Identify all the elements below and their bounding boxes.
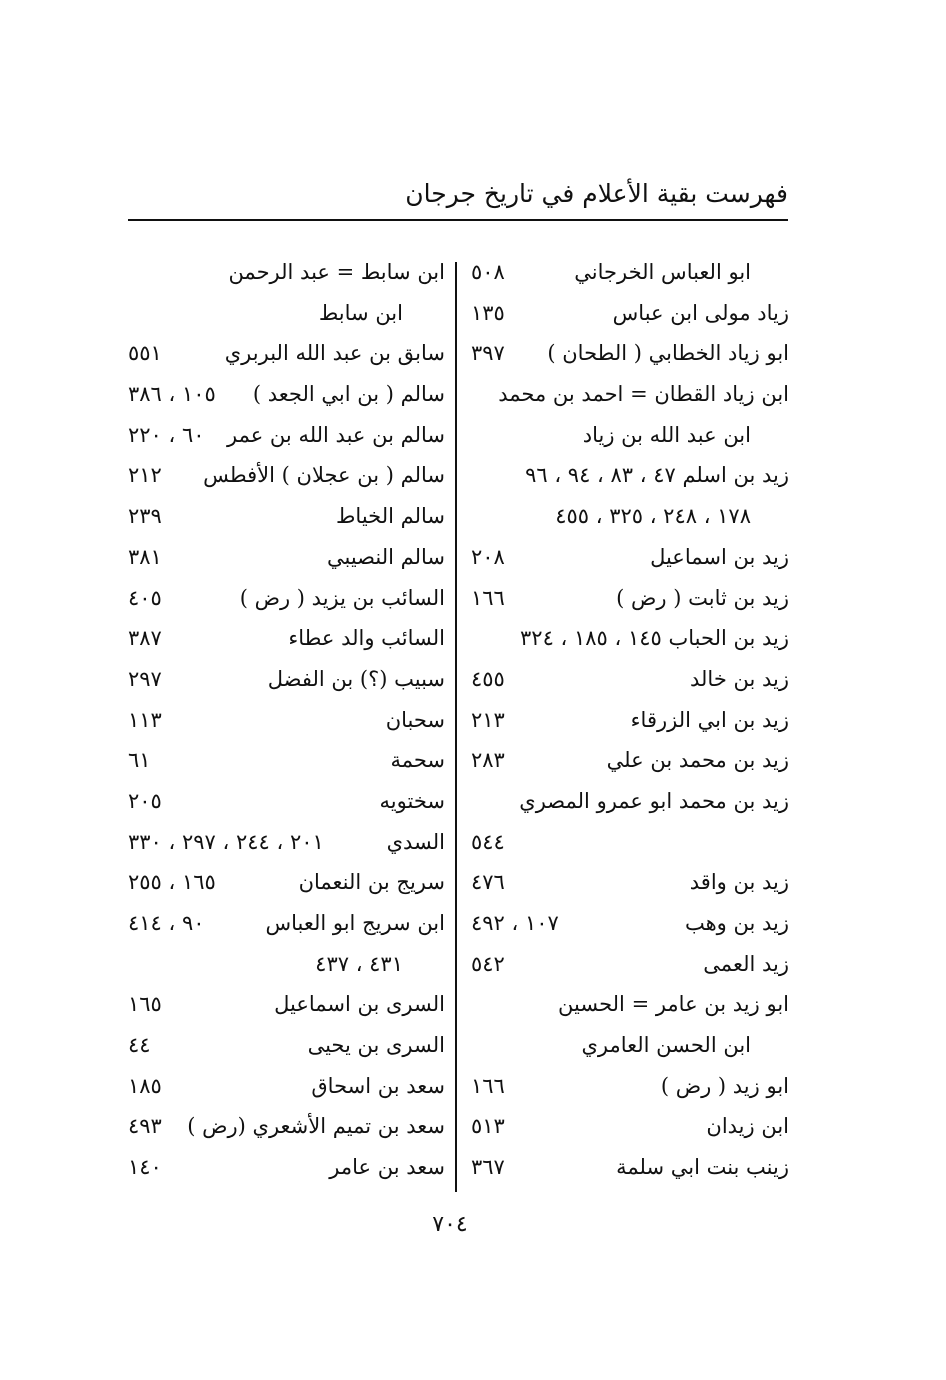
entry-pages: ٤٤: [128, 1033, 151, 1058]
entry-pages: ١٦٥: [128, 992, 162, 1017]
entry-pages: ١١٣: [128, 707, 162, 732]
entry-name: السدي: [386, 829, 445, 854]
entry-name: سختويه: [379, 788, 445, 813]
index-entry: [124, 862, 449, 903]
page-number: ٧٠٤: [432, 1212, 468, 1237]
entry-name: زيد بن ابي الزرقاء: [630, 707, 789, 732]
index-entry: [124, 455, 449, 496]
index-entry: [124, 374, 449, 415]
entry-name: زيد العمى: [703, 951, 789, 976]
entry-name: زيد بن اسماعيل: [650, 544, 789, 569]
entry-pages: ٥١٣: [471, 1114, 505, 1139]
index-entry: [124, 1106, 449, 1147]
entry-name: ابو زيد ( رض ): [660, 1073, 789, 1098]
entry-name: ابو زياد الخطابي ( الطحان ): [547, 341, 789, 366]
entry-name: سحمة: [390, 748, 445, 773]
index-entry: [124, 1147, 449, 1188]
index-entry: [463, 1106, 793, 1147]
entry-name: سالم النصيبي: [326, 544, 445, 569]
index-entry: [463, 374, 793, 415]
entry-pages: ٥٥١: [128, 341, 162, 366]
entry-pages: ٢١٢: [128, 463, 162, 488]
entry-name: سريج بن النعمان: [298, 870, 445, 895]
entry-pages: ٤٩٣: [128, 1114, 162, 1139]
entry-name: سالم ( بن ابي الجعد ): [252, 382, 445, 407]
index-entry: [463, 1025, 793, 1066]
index-entry: [124, 578, 449, 619]
entry-name: زيد بن اسلم ٤٧ ، ٨٣ ، ٩٤ ، ٩٦: [525, 463, 789, 488]
entry-name: زيد بن وهب: [684, 911, 789, 935]
entry-name: السرى بن اسماعيل: [274, 992, 445, 1017]
index-entry: [463, 415, 793, 456]
index-entry: [124, 1025, 449, 1066]
entry-name: سعد بن عامر: [329, 1155, 445, 1180]
index-entry: [463, 496, 793, 537]
entry-name: سحبان: [385, 707, 445, 732]
entry-pages: ٦٠ ، ٢٢٠: [128, 422, 205, 447]
entry-pages: ١٦٦: [471, 585, 505, 610]
entry-name: زيد بن خالد: [690, 666, 789, 691]
entry-pages: ١٨٥: [128, 1073, 162, 1098]
index-entry: [124, 740, 449, 781]
entry-name: ابن الحسن العامري: [581, 1033, 751, 1058]
entry-name: زينب بنت ابي سلمة: [616, 1155, 789, 1180]
index-entry: [463, 984, 793, 1025]
entry-pages: ٣٨١: [128, 544, 162, 569]
index-entry: [124, 781, 449, 822]
index-entry: [463, 333, 793, 374]
index-entry: [124, 252, 449, 293]
entry-name: ابن سابط = عبد الرحمن: [228, 260, 445, 284]
entry-pages: ٢٠١ ، ٢٤٤ ، ٢٩٧ ، ٣٣٠: [128, 829, 324, 854]
entry-pages: ٢٠٨: [471, 544, 505, 569]
entry-name: ابن زيدان: [706, 1114, 789, 1139]
page-header: [128, 168, 790, 220]
index-entry: [124, 618, 449, 659]
entry-name: سالم بن عبد الله بن عمر: [227, 422, 445, 447]
entry-name: زيد بن محمد ابو عمرو المصري: [519, 788, 789, 813]
index-column-right: [463, 252, 793, 1188]
entry-name: السرى بن يحيى: [307, 1033, 445, 1058]
entry-name: السائب والد عطاء: [288, 626, 445, 651]
entry-pages: ١٤٠: [128, 1155, 162, 1180]
entry-name: سبيب (؟) بن الفضل: [267, 666, 445, 691]
index-entry: [124, 903, 449, 944]
entry-pages: ٢٠٥: [128, 788, 162, 813]
entry-pages: ٤٥٥: [471, 666, 505, 691]
index-entry: [463, 944, 793, 985]
entry-name: ابن سابط: [318, 300, 403, 325]
entry-pages: ٢٨٣: [471, 748, 505, 773]
index-entry: [124, 537, 449, 578]
entry-name: سعد بن تميم الأشعري (رض ): [187, 1114, 445, 1139]
index-entry: [463, 293, 793, 334]
index-entry: [463, 740, 793, 781]
entry-pages: ٤٠٥: [128, 585, 162, 610]
entry-pages: ١٦٦: [471, 1073, 505, 1098]
entry-pages: ١٣٥: [471, 300, 505, 325]
entry-pages: ٢١٣: [471, 707, 505, 732]
index-entry: [124, 293, 449, 334]
index-entry: [463, 578, 793, 619]
entry-name: زياد مولى ابن عباس: [612, 300, 789, 325]
index-entry: [463, 455, 793, 496]
entry-name: زيد بن الحباب ١٤٥ ، ١٨٥ ، ٣٢٤: [520, 626, 789, 651]
entry-name: ابن زياد القطان = احمد بن محمد: [498, 382, 789, 407]
entry-name: ٤٣١ ، ٤٣٧: [315, 951, 403, 976]
index-entry: [463, 700, 793, 741]
entry-pages: ٣٩٧: [471, 341, 505, 366]
index-entry: [463, 781, 793, 822]
entry-pages: ٣٦٧: [471, 1155, 505, 1180]
index-entry: [124, 984, 449, 1025]
index-entry: [124, 333, 449, 374]
index-entry: [124, 700, 449, 741]
index-entry: [124, 659, 449, 700]
entry-pages: ٩٠ ، ٤١٤: [128, 911, 205, 935]
index-entry: [124, 415, 449, 456]
entry-pages: ١٠٥ ، ٣٨٦: [128, 382, 216, 407]
entry-pages: ١٦٥ ، ٢٥٥: [128, 870, 216, 895]
entry-pages: ٥٤٤: [471, 829, 505, 854]
entry-name: ابو العباس الخرجاني: [574, 260, 751, 284]
index-entry: [124, 1066, 449, 1107]
entry-name: سالم الخياط: [336, 504, 445, 529]
entry-name: زيد بن واقد: [689, 870, 789, 895]
column-divider: [455, 262, 457, 1192]
header-rule: [128, 219, 788, 221]
entry-name: ابن سريج ابو العباس: [265, 911, 445, 935]
entry-pages: ٥٤٢: [471, 951, 505, 976]
entry-name: سعد بن اسحاق: [311, 1073, 445, 1098]
entry-name: زيد بن ثابت ( رض ): [616, 585, 789, 610]
entry-name: ابن عبد الله بن زياد: [582, 422, 751, 447]
index-entry: [124, 944, 449, 985]
entry-pages: ٢٩٧: [128, 666, 162, 691]
index-entry: [463, 537, 793, 578]
index-entry: [463, 862, 793, 903]
entry-name: ١٧٨ ، ٢٤٨ ، ٣٢٥ ، ٤٥٥: [555, 504, 751, 529]
index-entry: [463, 1066, 793, 1107]
index-entry: [463, 659, 793, 700]
entry-pages: ١٠٧ ، ٤٩٢: [471, 911, 559, 935]
entry-pages: ٥٠٨: [471, 260, 505, 284]
entry-pages: ٢٣٩: [128, 504, 162, 529]
entry-name: سابق بن عبد الله البربري: [224, 341, 445, 366]
entry-name: السائب بن يزيد ( رض ): [239, 585, 445, 610]
entry-pages: ٦١: [128, 748, 151, 773]
index-entry: [463, 822, 793, 863]
index-entry: [124, 496, 449, 537]
running-title: فهرست بقية الأعلام في تاريخ جرجان: [405, 179, 788, 208]
index-column-left: [124, 252, 449, 1188]
index-entry: [463, 252, 793, 293]
entry-pages: ٤٧٦: [471, 870, 505, 895]
index-entry: [124, 822, 449, 863]
entry-pages: ٣٨٧: [128, 626, 162, 651]
entry-name: سالم ( بن عجلان ) الأفطس: [203, 463, 445, 488]
index-entry: [463, 618, 793, 659]
entry-name: ابو زيد بن عامر = الحسين: [558, 992, 789, 1017]
entry-name: زيد بن محمد بن علي: [606, 748, 789, 773]
index-entry: [463, 1147, 793, 1188]
index-entry: [463, 903, 793, 944]
